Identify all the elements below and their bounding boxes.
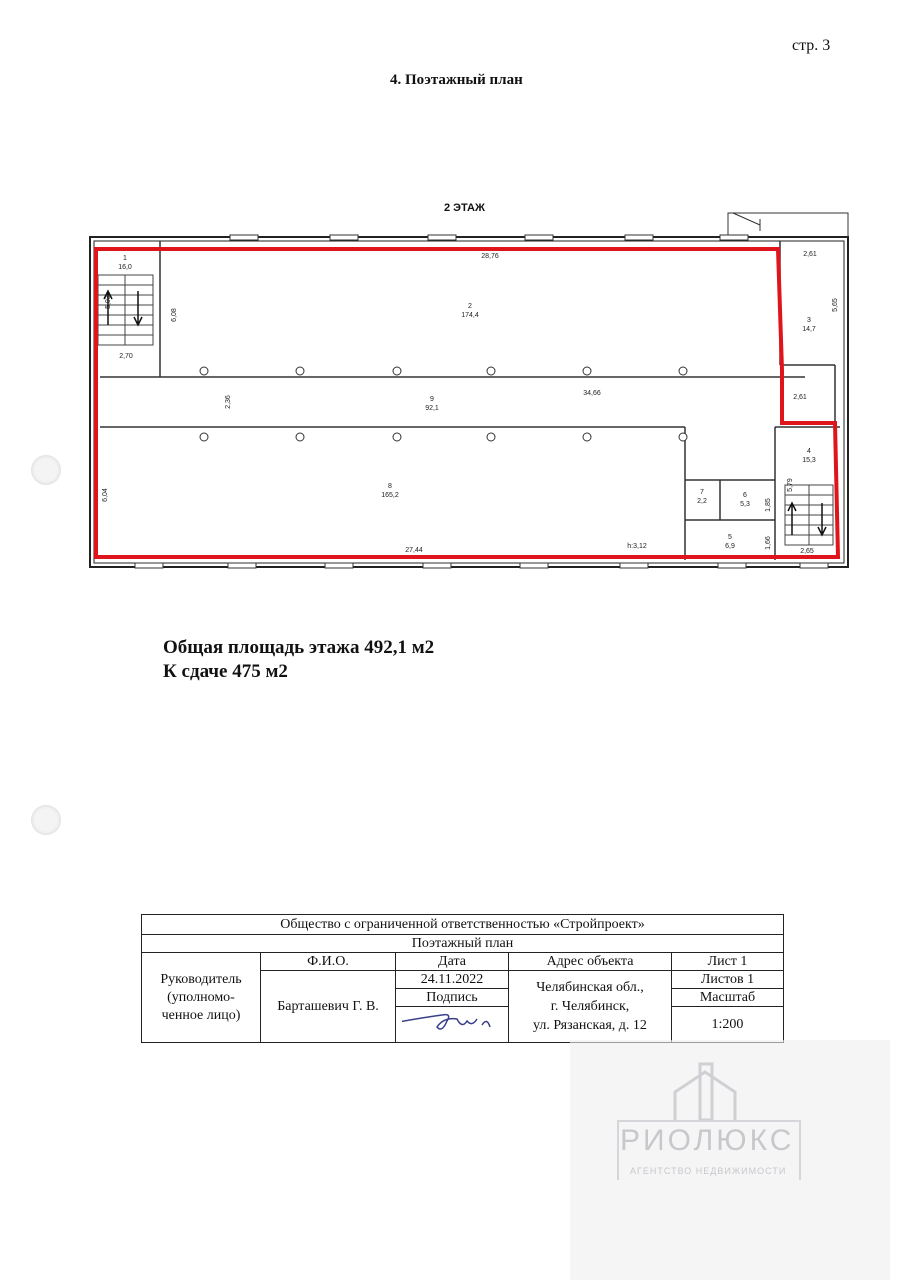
room-5-area: 6,9 (725, 543, 735, 550)
stairs-left (98, 275, 153, 345)
stamp-sign-header: Подпись (396, 989, 509, 1007)
room-9-num: 9 (430, 396, 434, 403)
room-8-num: 8 (388, 483, 392, 490)
punch-hole (31, 805, 61, 835)
punch-hole (31, 455, 61, 485)
area-summary (163, 636, 434, 684)
dim-top: 28,76 (481, 253, 499, 260)
stamp-sheets: Листов 1 (672, 971, 784, 989)
watermark-tagline: АГЕНТСТВО НЕДВИЖИМОСТИ (630, 1166, 787, 1176)
stamp-address-header: Адрес объекта (509, 953, 672, 971)
room-2-area: 174,4 (461, 312, 479, 319)
stamp-doc-title: Поэтажный план (142, 935, 784, 953)
room-8-area: 165,2 (381, 492, 399, 499)
stamp-company: Общество с ограниченной ответственностью «Стройпроект» (142, 915, 784, 935)
stamp-fio-header: Ф.И.О. (261, 953, 396, 971)
dim-corridor-h: 2,36 (225, 395, 232, 409)
stamp-sheet: Лист 1 (672, 953, 784, 971)
dim-bottom: 27,44 (405, 547, 423, 554)
dim-room3-w: 2,61 (803, 251, 817, 258)
floor-plan (80, 205, 850, 580)
room-6-area: 5,3 (740, 501, 750, 508)
stamp-fio: Барташевич Г. В. (261, 971, 396, 1043)
room-9-area: 92,1 (425, 405, 439, 412)
dim-height: h:3,12 (627, 543, 647, 550)
room-2-num: 2 (468, 303, 472, 310)
room-4-num: 4 (807, 448, 811, 455)
title-block (141, 914, 784, 1043)
stamp-date-header: Дата (396, 953, 509, 971)
dim-room8-h: 6,04 (102, 488, 109, 502)
room-3-num: 3 (807, 317, 811, 324)
stamp-date: 24.11.2022 (396, 971, 509, 989)
stamp-scale: 1:200 (672, 1007, 784, 1043)
dim-room2-h: 6,08 (171, 308, 178, 322)
room-5-num: 5 (728, 534, 732, 541)
stamp-role: Руководитель (уполномо- ченное лицо) (142, 953, 261, 1043)
room-7-area: 2,2 (697, 498, 707, 505)
stamp-address: Челябинская обл., г. Челябинск, ул. Рязанская, д. 12 (509, 971, 672, 1043)
watermark (570, 1040, 890, 1280)
page-number: стр. 3 (792, 37, 831, 54)
columns (200, 367, 687, 441)
dim-corridor-w: 34,66 (583, 390, 601, 397)
room-4-area: 15,3 (802, 457, 816, 464)
rent-area: К сдаче 475 м2 (163, 661, 288, 682)
floor-label: 2 ЭТАЖ (444, 202, 485, 214)
room-7-num: 7 (700, 489, 704, 496)
total-area: Общая площадь этажа 492,1 м2 (163, 637, 435, 658)
outer-wall (90, 237, 848, 567)
room-1-area: 16,0 (118, 264, 132, 271)
dim-left-stair: 5,93 (105, 295, 112, 309)
dim-room5-h: 1,66 (765, 536, 772, 550)
watermark-brand: РИОЛЮКС (620, 1124, 795, 1157)
stamp-signature (396, 1007, 509, 1043)
dim-room6-h: 1,85 (765, 498, 772, 512)
room-3-area: 14,7 (802, 326, 816, 333)
signature-image (402, 1007, 502, 1037)
dim-passage: 2,61 (793, 394, 807, 401)
room-6-num: 6 (743, 492, 747, 499)
dim-room4-w: 2,65 (800, 548, 814, 555)
building-logo-icon (670, 1062, 740, 1122)
dim-room3-h: 5,65 (832, 298, 839, 312)
dim-stair-w: 2,70 (119, 353, 133, 360)
section-title: 4. Поэтажный план (390, 72, 523, 88)
rental-area-outline (96, 249, 838, 557)
room-1-num: 1 (123, 255, 127, 262)
dim-room4-h: 5,79 (787, 478, 794, 492)
stamp-scale-header: Масштаб (672, 989, 784, 1007)
